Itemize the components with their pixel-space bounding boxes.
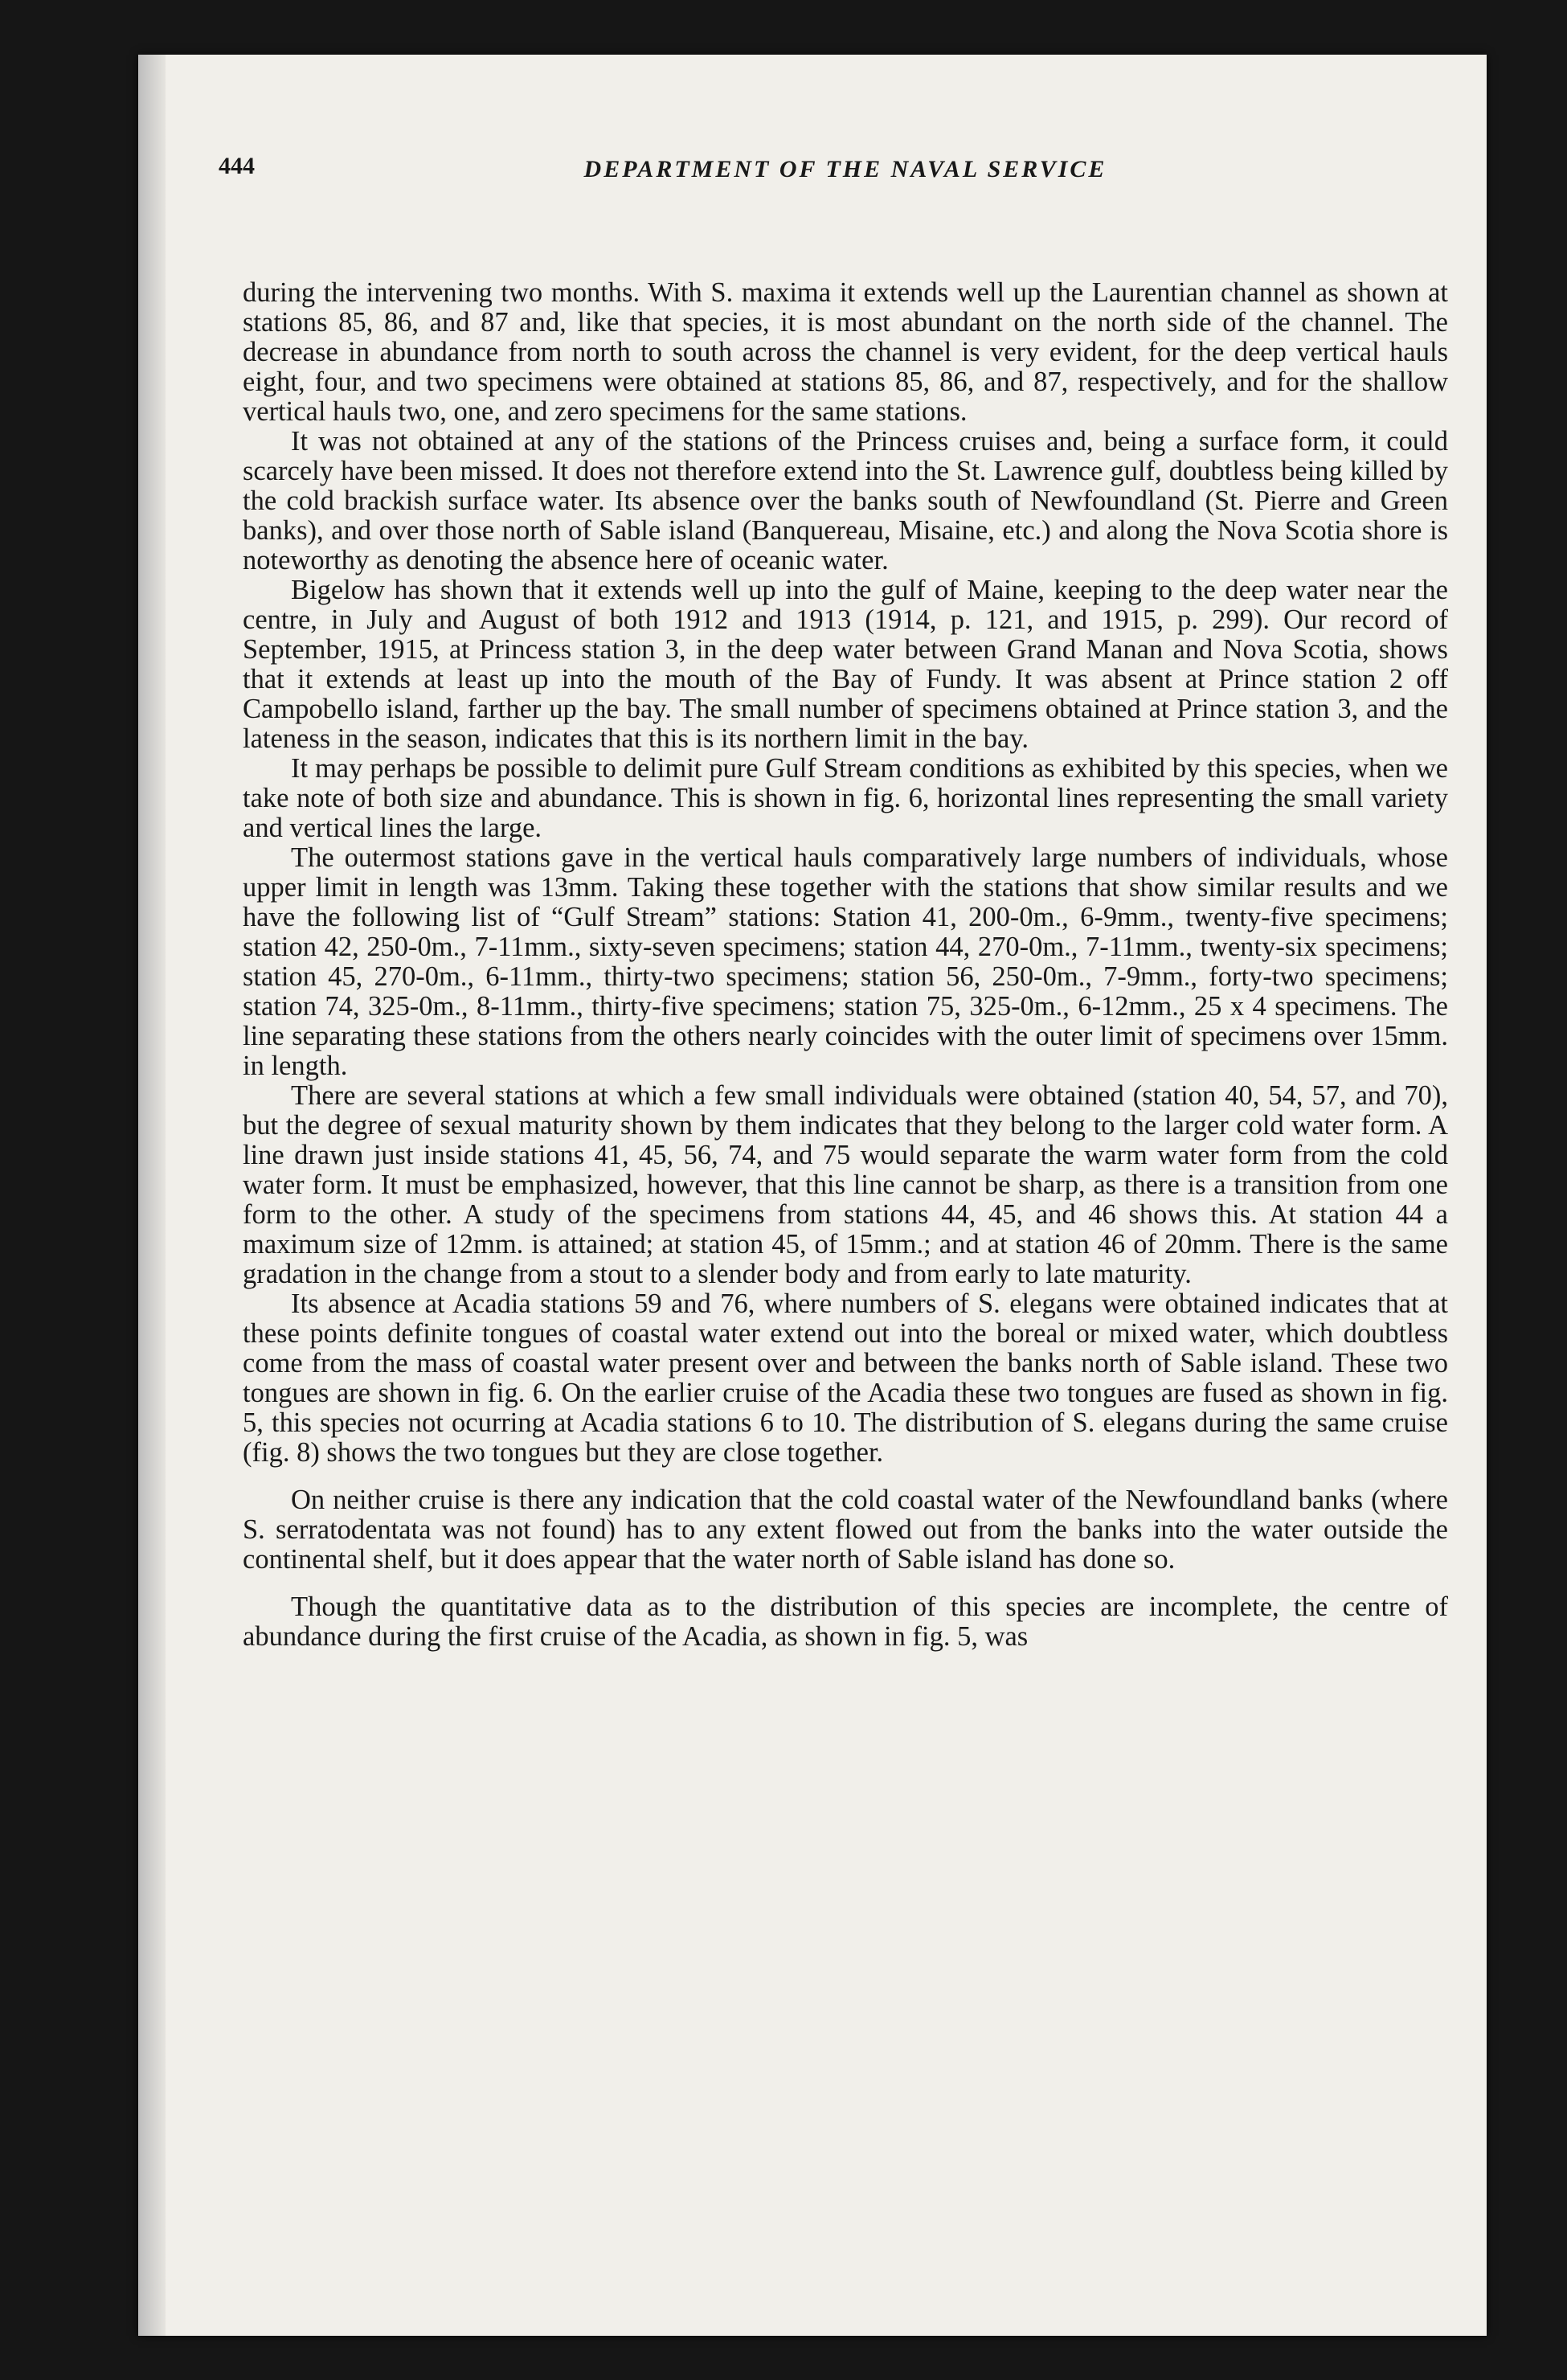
paragraph: Though the quantitative data as to the distribution of this species are incomplete, the centre of abundance during the first cruise of the Acadia, as shown in fig. 5, was [243, 1591, 1448, 1652]
page-number: 444 [219, 153, 255, 179]
page-edge [138, 55, 166, 2336]
body-text [243, 278, 1448, 1652]
paragraph: There are several stations at which a few small individuals were obtained (station 40, 54, 57, and 70), but the degree of sexual maturity shown by them indicates that they belong to the larger cold water form. A line drawn just inside stations 41, 45, 56, 74, and 75 would separate the warm water form from the cold water form. It must be emphasized, however, that this line cannot be sharp, as there is a transition from one form to the other. A study of the specimens from stations 44, 45, and 46 shows this. At station 44 a maximum size of 12mm. is attained; at station 45, of 15mm.; and at station 46 of 20mm. There is the same gradation in the change from a stout to a slender body and from early to late maturity. [243, 1080, 1448, 1289]
paragraph: during the intervening two months. With S. maxima it extends well up the Laurentian channel as shown at stations 85, 86, and 87 and, like that species, it is most abundant on the north side of the channel. The decrease in abundance from north to south across the channel is very evident, for the deep vertical hauls eight, four, and two specimens were obtained at stations 85, 86, and 87, respectively, and for the shallow vertical hauls two, one, and zero specimens for the same stations. [243, 277, 1448, 427]
paragraph: Bigelow has shown that it extends well up into the gulf of Maine, keeping to the deep water near the centre, in July and August of both 1912 and 1913 (1914, p. 121, and 1915, p. 299). Our record of September, 1915, at Princess station 3, in the deep water between Grand Manan and Nova Scotia, shows that it extends at least up into the mouth of the Bay of Fundy. It was absent at Prince station 2 off Campobello island, farther up the bay. The small number of specimens obtained at Prince station 3, and the lateness in the season, indicates that this is its northern limit in the bay. [243, 575, 1448, 754]
paragraph: The outermost stations gave in the vertical hauls comparatively large numbers of individuals, whose upper limit in length was 13mm. Taking these together with the stations that show similar results and we have the following list of “Gulf Stream” stations: Station 41, 200-0m., 6-9mm., twenty-five specimens; station 42, 250-0m., 7-11mm., sixty-seven specimens; station 44, 270-0m., 7-11mm., twenty-six specimens; station 45, 270-0m., 6-11mm., thirty-two specimens; station 56, 250-0m., 7-9mm., forty-two specimens; station 74, 325-0m., 8-11mm., thirty-five specimens; station 75, 325-0m., 6-12mm., 25 x 4 specimens. The line separating these stations from the others nearly coincides with the outer limit of specimens over 15mm. in length. [243, 842, 1448, 1081]
page-header [219, 153, 1472, 201]
document-page [138, 55, 1487, 2336]
paragraph: Its absence at Acadia stations 59 and 76, where numbers of S. elegans were obtained indicates that at these points definite tongues of coastal water extend out into the boreal or mixed water, which doubtless come from the mass of coastal water present over and between the banks north of Sable island. These two tongues are shown in fig. 6. On the earlier cruise of the Acadia these two tongues are fused as shown in fig. 5, this species not ocurring at Acadia stations 6 to 10. The distribution of S. elegans during the same cruise (fig. 8) shows the two tongues but they are close together. [243, 1288, 1448, 1468]
paragraph: It may perhaps be possible to delimit pure Gulf Stream conditions as exhibited by this species, when we take note of both size and abundance. This is shown in fig. 6, horizontal lines representing the small variety and vertical lines the large. [243, 753, 1448, 843]
paragraph: It was not obtained at any of the stations of the Princess cruises and, being a surface form, it could scarcely have been missed. It does not therefore extend into the St. Lawrence gulf, doubtless being killed by the cold brackish surface water. Its absence over the banks south of Newfoundland (St. Pierre and Green banks), and over those north of Sable island (Banquereau, Misaine, etc.) and along the Nova Scotia shore is noteworthy as denoting the absence here of oceanic water. [243, 426, 1448, 576]
paragraph: On neither cruise is there any indication that the cold coastal water of the Newfoundland banks (where S. serratodentata was not found) has to any extent flowed out from the banks into the water outside the continental shelf, but it does appear that the water north of Sable island has done so. [243, 1485, 1448, 1575]
running-head: DEPARTMENT OF THE NAVAL SERVICE [583, 156, 1107, 182]
